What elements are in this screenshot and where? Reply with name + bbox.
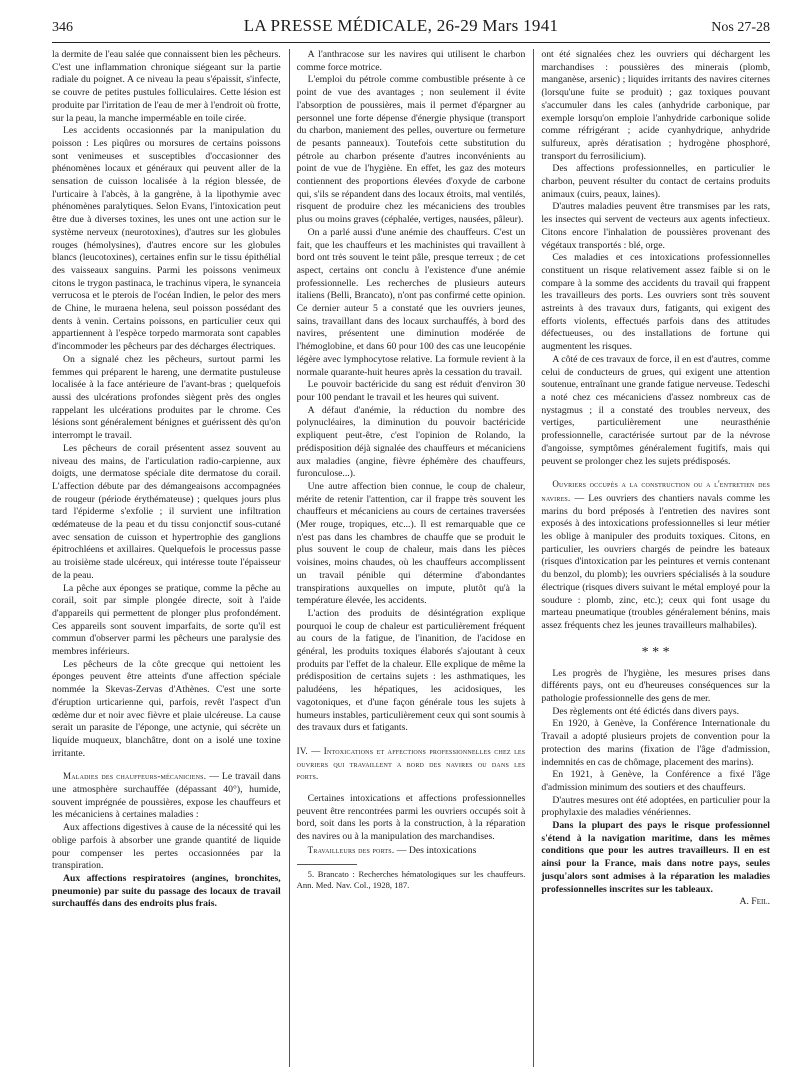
journal-title: LA PRESSE MÉDICALE, 26-29 Mars 1941 [243, 16, 559, 35]
footnote-rule [297, 864, 357, 865]
paragraph: D'autres maladies peuvent être transmises par les rats, les insectes qui servent de vecteurs aux agents infectieux. Citons encore l'inhalation de poussières provenant des végétaux transportés : blé, orge. [541, 201, 771, 251]
paragraph: L'emploi du pétrole comme combustible présente à ce point de vue des avantages ; non seulement il évite l'absorption de poussières, mais il permet d'épargner au personnel une forte dépense d'énergie physique (transport du charbon, maniement des pelles, ouverture ou fermeture de pesants panneaux). Toutefois cette substitution du pétrole au charbon présente d'autres inconvénients au point de vue de l'hygiène. En effet, les gaz des moteurs contiennent des proportions élevées d'oxyde de carbone qui, s'ils se répandent dans des locaux étroits, mal ventilés, risquent de produire chez les mécaniciens des troubles plus ou moins graves (céphalée, vertiges, nausées, pâleur). [296, 74, 526, 226]
footnote: 5. Brancato : Recherches hématologiques sur les chauffeurs. Ann. Med. Nav. Col., 1928, 187. [296, 868, 526, 890]
issue-number: Nos 27-28 [711, 20, 770, 35]
paragraph: En 1920, à Genève, la Conférence Internationale du Travail a adopté plusieurs projets de convention pour la protection des marins (fixation de l'âge d'admission, indemnités en cas de chômage, placement des marins). [541, 718, 771, 768]
page-header [52, 16, 770, 43]
paragraph: Dans la plupart des pays le risque professionnel s'étend à la navigation maritime, dans les mêmes conditions que pour les autres travailleurs. Il en est ainsi pour la France, mais dans notre pays, seules jusqu'alors sont admises à la réparation les maladies professionnelles inscrites sur les tableaux. [541, 820, 771, 895]
column-3 [533, 49, 770, 1067]
paragraph: Une autre affection bien connue, le coup de chaleur, mérite de retenir l'attention, car il frappe très souvent les chauffeurs et mécaniciens au cours de certaines traversées (Mer rouge, tropiques, etc...). Il est remarquable que ce n'est pas dans les chambres de chauffe que se produit le plus souvent le coup de chaleur, mais dans les pièces voisines, moins chaudes, où les chauffeurs accomplissent un travail pénible qui détermine d'abondantes transpirations auxquelles on impute, plutôt qu'à la température élevée, les accidents. [296, 480, 526, 607]
paragraph: Les accidents occasionnés par la manipulation du poisson : Les piqûres ou morsures de certains poissons sont venimeuses et susceptibles d'occasionner des phénomènes locaux et généraux qui peuvent aller de la sensation de cuisson localisée à la région blessée, de l'urticaire à l'abcès, à la gangrène, à la lipothymie avec phénomènes paralytiques. Selon Evans, l'intoxication peut être due à diverses toxines, les unes ont une action sur le système nerveux (neurotoxines), d'autres sur les globules rouges (hémolysines), d'autres encore sur les globules blancs (leucotoxines), certaines enfin sur le tissu épithélial des vaisseaux sanguins. Parmi les poissons venimeux citons le trygon pastinaca, le trachinus vipera, le synanceia verrucosa et le pterois de l'océan Indien, le pelor des mers de Chine, le muraena helena, seul poisson possédant des dents à venin. Certains poissons, en particulier ceux qui appartiennent à l'espèce torpedo marmorata sont capables d'incommoder les pêcheurs par des décharges électriques. [52, 125, 281, 353]
section-paragraph [297, 844, 526, 858]
paragraph: Ces maladies et ces intoxications professionnelles constituent un risque relativement assez faible si on le compare à la somme des accidents du travail qui frappent les travailleurs des ports. Les ouvriers sont très souvent astreints à des travaux durs, fatigants, qui exigent des efforts violents, effectués parfois dans des attitudes défectueuses, ou des installations de fortune qui augmentent les risques. [541, 252, 771, 353]
paragraph: Des affections professionnelles, en particulier le charbon, peuvent résulter du contact de certains produits animaux (cuirs, peaux, laines). [541, 163, 771, 200]
paragraph: A défaut d'anémie, la réduction du nombre des polynucléaires, la diminution du pouvoir bactéricide expliquent peut-être, c'est l'opinion de Rolando, la prédisposition déjà signalée des chauffeurs et mécaniciens aux maladies (angine, fièvre éphémère des chauffeurs, furonculose...). [296, 404, 526, 480]
paragraph: On a signalé chez les pêcheurs, surtout parmi les femmes qui préparent le hareng, une dermatite pustuleuse localisée à la face antérieure de l'avant-bras ; quelquefois aussi des ulcérations profondes siègent près des ongles rappelant les ulcérations produites par le chrome. Ces lésions sont généralement bénignes et guérissent dès qu'on interrompt le travail. [52, 353, 281, 442]
column-2 [289, 49, 526, 1067]
paragraph: Les pêcheurs de la côte grecque qui nettoient les éponges peuvent être atteints d'une affection spéciale nommée la Skevas-Zervas d'Athènes. C'est une sorte d'éruption urticarienne qui, parfois, revêt l'aspect d'un œdème dur et noir avec fièvre et plaie ulcéreuse. La cause serait un parasite de l'éponge, une actynie, qui sécrète un liquide muqueux, blanchâtre, dont on a isolé une toxine irritante. [52, 658, 281, 759]
section-separator-stars: * * * [641, 644, 670, 660]
page-number: 346 [52, 20, 73, 35]
author-signature: A. Feil. [739, 896, 771, 908]
subsection-heading: Travailleurs des ports. [307, 844, 395, 855]
paragraph: Aux affections respiratoires (angines, bronchites, pneumonie) par suite du passage des locaux de travail surchauffés dans des endroits plus frais. [52, 873, 281, 910]
paragraph: Des règlements ont été édictés dans divers pays. [552, 705, 740, 717]
paragraph: L'action des produits de désintégration explique pourquoi le coup de chaleur est particulièrement fréquent au cours de la fatigue, de l'inanition, de l'acidose en général, les produits toxiques élaborés s'ajoutant à ceux produits par l'effet de la chaleur. Elle explique de même la prédisposition de certains sujets : les asthmatiques, les paludéens, les hépatiques, les acidosiques, les vagotoniques, et d'une façon générale tous les sujets à humeurs instables, particulièrement ceux qui sont soumis à des travaux durs et fatigants. [296, 607, 526, 734]
section-text: — Des intoxications [396, 844, 477, 856]
paragraph: Certaines intoxications et affections professionnelles peuvent être rencontrées parmi les ouvriers occupés soit à bord, soit dans les ports à la construction, à la réparation des navires ou à la manipulation des marchandises. [296, 793, 526, 843]
section-paragraph [52, 770, 281, 822]
paragraph: En 1921, à Genève, la Conférence a fixé l'âge d'admission minimum des soutiers et des chauffeurs. [541, 769, 771, 793]
section-heading: Ouvriers occupés a la construction ou a l'entretien des navires. [541, 479, 771, 503]
paragraph: ont été signalées chez les ouvriers qui déchargent les marchandises : poussières des minerais (plomb, manganèse, arsenic) ; liquides irritants des navires citernes (lorsqu'une fuite se produit) ; gaz toxiques pouvant s'accumuler dans les cales (anhydride carbonique, par exemple lorsqu'on emploie l'anhydride carbonique solide comme réfrigérant ; acide cyanhydrique, anhydride sulfureux, après dératisation ; hydrogène phosphoré, transport du ferrosilicium). [541, 49, 771, 162]
paragraph: Les pêcheurs de corail présentent assez souvent au niveau des mains, de l'articulation radio-carpienne, aux doigts, une dermatose spéciale dite dermatose du corail. L'affection débute par des démangeaisons accompagnées de rougeur (période érythémateuse) ; quelques jours plus tard l'épiderme s'exfolie ; il survient une infiltration œdémateuse de la peau et du tissu conjonctif sous-cutané avec sensation de cuisson et hypertrophie des ganglions épitrochléens et axillaires. Quelquefois le processus passe au troisième stade ulcéreux, qui intéresse toute l'épaisseur de la peau. [52, 442, 281, 581]
paragraph: A l'anthracose sur les navires qui utilisent le charbon comme force motrice. [296, 49, 526, 73]
paragraph: On a parlé aussi d'une anémie des chauffeurs. C'est un fait, que les chauffeurs et les machinistes qui travaillent à bord ont très souvent le teint pâle, presque terreux ; de cet aspect, certains ont conclu à l'existence d'une anémie professionnelle. Les recherches de plusieurs auteurs italiens (Belli, Brancato), n'ont pas confirmé cette opinion. Ce dernier auteur 5 a constaté que les ouvriers jeunes, sains, travaillant dans des locaux surchauffés, à bord des navires, présentent une diminution modérée de l'hémoglobine, et dans 60 pour 100 des cas une leucopénie légère avec lymphocytose relative. La formule revient à la normale quarante-huit heures après la cessation du travail. [296, 226, 526, 378]
section-text: — Les ouvriers des chantiers navals comme les marins du bord préposés à l'entretien des navires sont exposés à des intoxications professionnelles si leur métier les oblige à manipuler des produits toxiques. Citons, en particulier, les ouvriers chargés de peindre les bateaux (risques d'intoxication par les peintures et vernis contenant du benzol, du plomb); les ouvriers spécialisés à la soudure électrique (risques divers suivant le métal employé pour la soudure : plomb, zinc, etc.); ceux qui font usage du marteau pneumatique (troubles généralement bénins, mais assez fréquents chez les jeunes travailleurs malhabiles). [541, 492, 771, 631]
section-heading: IV. — Intoxications et affections professionnelles chez les ouvriers qui travaillent a bord des navires ou dans les ports. [296, 745, 526, 782]
paragraph: A côté de ces travaux de force, il en est d'autres, comme celui de conducteurs de grues, qui exigent une attention soutenue, entraînant une grande fatigue nerveuse. Tedeschi a noté chez ces mécaniciens d'assez nombreux cas de nystagmus ; il a constaté des troubles nerveux, des vertiges, particulièrement une neurasthénie professionnelle, caractérisée surtout par de la névrose d'angoisse, symptômes généralement fugitifs, mais qui peuvent se prolonger chez les sujets prédisposés. [541, 353, 771, 467]
paragraph: La pêche aux éponges se pratique, comme la pêche au corail, soit par simple plongée directe, soit à l'aide d'appareils qui permettent de plonger plus profondément. Ces appareils sont souvent imparfaits, de sorte qu'il est commun d'observer parmi les pêcheurs une paralysie des membres inférieurs. [52, 582, 281, 658]
section-text: — Le travail dans une atmosphère surchauffée (dépassant 40°), humide, souvent imprégnée de poussières, expose les chauffeurs et les mécaniciens à certaines maladies : [52, 771, 281, 821]
section-paragraph [541, 478, 770, 632]
paragraph: Le pouvoir bactéricide du sang est réduit d'environ 30 pour 100 pendant le travail et les heures qui suivent. [296, 379, 526, 403]
columns [52, 49, 770, 1067]
column-1 [52, 49, 281, 1067]
paragraph: Les progrès de l'hygiène, les mesures prises dans différents pays, ont eu d'heureuses conséquences sur la pathologie professionnelle des gens de mer. [541, 667, 771, 705]
section-heading: Maladies des chauffeurs-mécaniciens. [63, 771, 207, 782]
paragraph: la dermite de l'eau salée que connaissent bien les pêcheurs. C'est une inflammation chronique siégeant sur la partie radiale du poignet. A ce niveau la peau s'épaissit, s'infecte, se couvre de petites pustules folliculaires. Cette lésion est produite par l'irritation de l'eau de mer à l'endroit où frotte, sur la peau, la manche imperméable en toile cirée. [52, 49, 281, 124]
paragraph: D'autres mesures ont été adoptées, en particulier pour la prophylaxie des maladies vénériennes. [541, 794, 771, 819]
paragraph: Aux affections digestives à cause de la nécessité qui les oblige parfois à absorber une grande quantité de liquide pour compenser les pertes occasionnées par la transpiration. [52, 822, 281, 872]
